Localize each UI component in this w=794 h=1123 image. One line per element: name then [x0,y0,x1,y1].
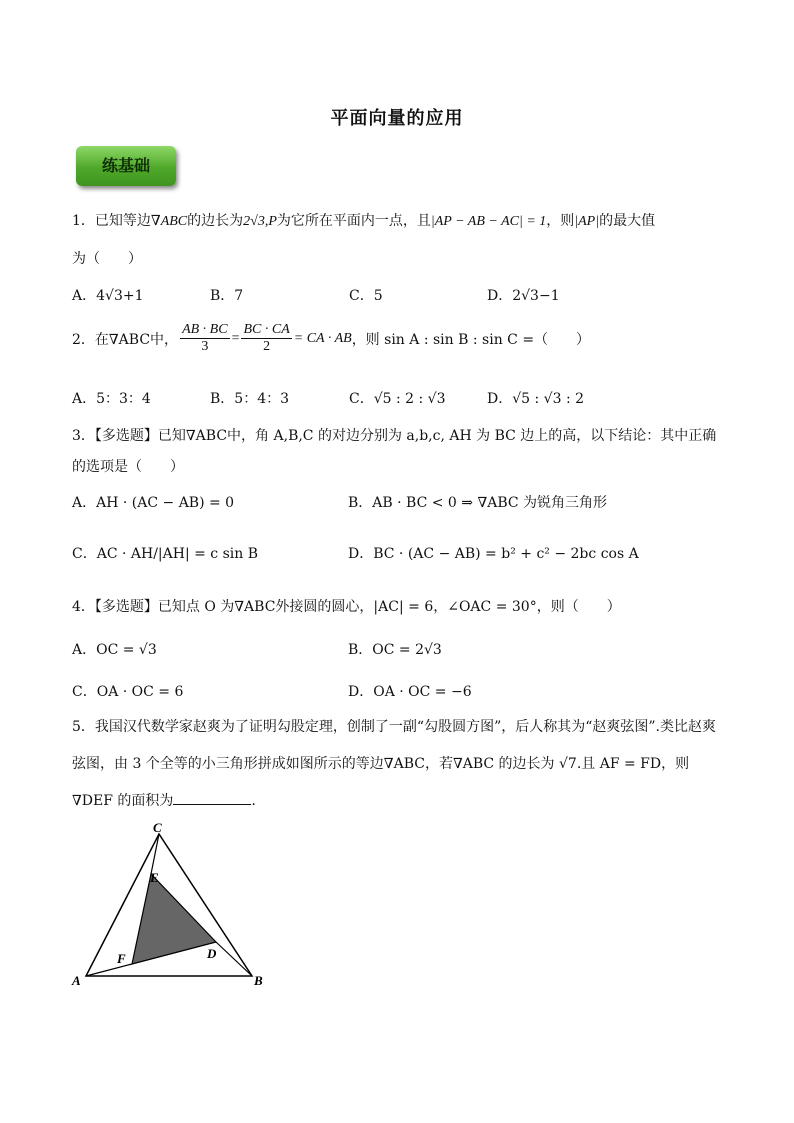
inner-triangle-def [132,874,216,964]
label-b: B [254,973,263,988]
q2-stem: 2．在∇ABC中， $\frac{AB \cdot BC}{3}$ = $\frac{BC \cdot CA}{2}$ = CA · AB ，则 sin A : sin B : sin C =（ ） [72,322,591,354]
q4-option-c: C．OA · OC = 6 [72,684,184,700]
label-c: C [153,820,162,835]
q1-option-d: D．2√3−1 [487,288,560,304]
q3-option-c: C．AC · AH/|AH| = c sin B [72,546,259,562]
triangle-figure [66,818,276,990]
label-e: E [150,870,159,885]
q2-option-a: A．5：3：4 [72,391,151,407]
q4-option-a: A．OC = √3 [72,642,157,658]
q1-line2: 为（ ） [72,251,142,267]
q2-fraction-2: $\frac{BC \cdot CA}{2}$ [243,322,290,354]
q3-option-d: D．BC · (AC − AB) = b² + c² − 2bc cos A [348,546,639,562]
label-f: F [117,951,126,966]
segment-ce [151,834,159,874]
q3-option-b: B．AB · BC < 0 ⇒ ∇ABC 为锐角三角形 [348,495,608,511]
q1-stem: 1．已知等边∇ABC的边长为2√3,P为它所在平面内一点，且|AP − AB − AC| = 1，则|AP|的最大值 [72,213,656,229]
q2-option-c: C．√5 : 2 : √3 [349,391,446,407]
label-d: D [207,946,217,961]
q4-option-d: D．OA · OC = −6 [348,684,472,700]
q4-line1: 4．【多选题】已知点 O 为∇ABC外接圆的圆心，|AC| = 6，∠OAC = 30°，则（ ） [72,599,621,615]
section-badge: 练基础 [76,146,176,186]
q3-line1: 3．【多选题】已知∇ABC中，角 A,B,C 的对边分别为 a,b,c, AH 为 BC 边上的高，以下结论：其中正确 [72,428,717,444]
q5-line2: 弦图，由 3 个全等的小三角形拼成如图所示的等边∇ABC，若∇ABC 的边长为 √7.且 AF = FD，则 [72,756,690,772]
q1-option-b: B．7 [210,288,244,304]
segment-bd [216,942,252,976]
q2-fraction-1: $\frac{AB \cdot BC}{3}$ [182,322,228,354]
q1-option-a: A．4√3+1 [72,288,144,304]
q2-option-b: B．5：4：3 [210,391,290,407]
q3-option-a: A．AH · (AC − AB) = 0 [72,495,235,511]
q3-line2: 的选项是（ ） [72,459,184,475]
q5-line3: ∇DEF 的面积为 . [72,793,256,809]
label-a: A [72,973,81,988]
q4-option-b: B．OC = 2√3 [348,642,442,658]
q1-option-c: C．5 [349,288,383,304]
q2-option-d: D．√5 : √3 : 2 [487,391,585,407]
page-title: 平面向量的应用 [330,108,464,129]
answer-blank [173,792,251,805]
q5-line1: 5．我国汉代数学家赵爽为了证明勾股定理，创制了一副“勾股圆方图”，后人称其为“赵爽弦图”.类比赵爽 [72,719,716,735]
